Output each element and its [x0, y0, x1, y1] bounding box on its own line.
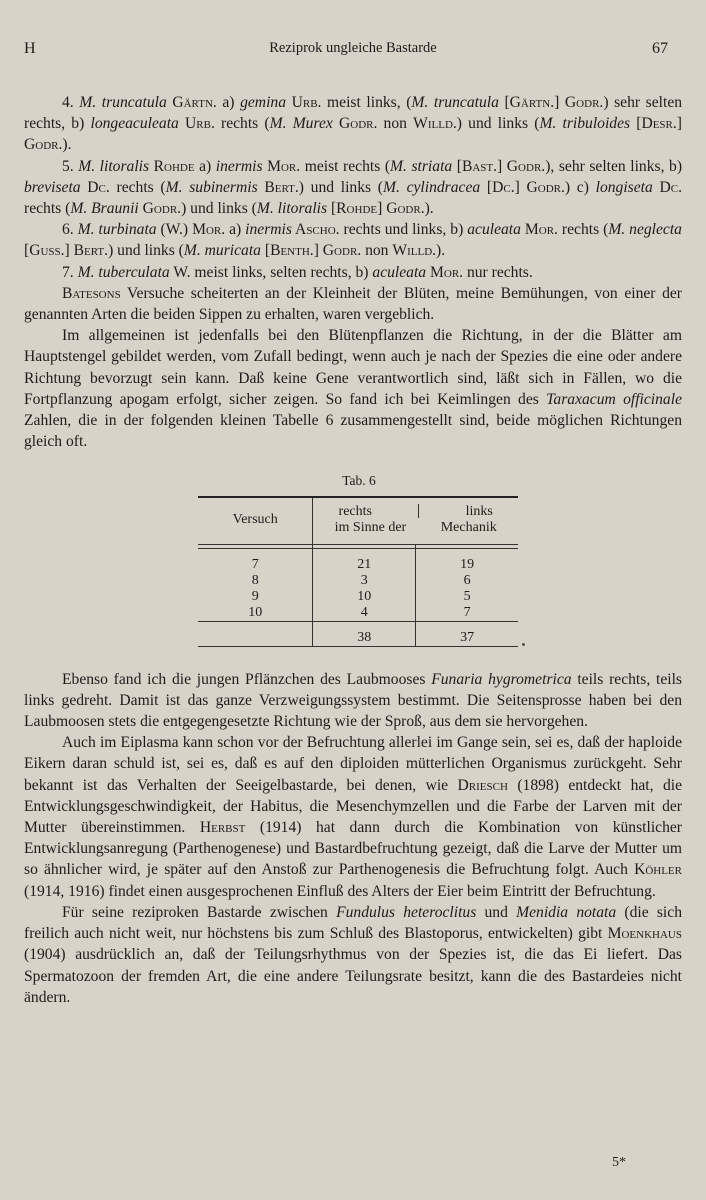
- paragraph: Für seine reziproken Bastarde zwischen Fundulus heteroclitus und Menidia notata (die sich freilich auch nicht weit, nur höchstens bis zum Schluß des Blastoporus, entwickelten) gibt Moenkhaus (1904) ausdrücklich an, daß der Teilungsrhythmus von der Spezies ist, die das Ei liefert. Das Spermatozoon der fremden Art, die eine andere Teilungsrate besitzt, kann die des Bastardeies nicht ändern.: [24, 903, 682, 1006]
- paragraph: Batesons Versuche scheiterten an der Kleinheit der Blüten, meine Bemühungen, von einer der genannten Arten die beiden Sippen zu erhalten, waren vergeblich.: [24, 284, 682, 324]
- table-caption: Tab. 6: [342, 473, 376, 489]
- table-row: 7 21 19: [198, 557, 518, 573]
- page-content: [24, 92, 682, 1008]
- table-header-sinne: im Sinne der: [334, 519, 407, 535]
- print-speck: [522, 643, 525, 646]
- sum-links: 37: [416, 630, 518, 647]
- paragraph: Ebenso fand ich die jungen Pflänzchen des Laubmooses Funaria hygrometrica teils rechts, teils links gedreht. Damit ist das ganze Verzweigungssystem bestimmt. Die Seitensprosse haben bei den Laubmoosen stets die entgegengesetzte Richtung wie der Sproß, aus dem sie hervorgehen.: [24, 670, 682, 731]
- table-header-versuch: Versuch: [198, 497, 313, 545]
- running-title: Reziprok ungleiche Bastarde: [269, 40, 437, 56]
- table-row: 9 10 5: [198, 589, 518, 605]
- data-table: [198, 496, 518, 647]
- list-item: 7. M. tuberculata W. meist links, selten rechts, b) aculeata Mor. nur rechts.: [62, 263, 533, 281]
- table-row: 10 4 7: [198, 605, 518, 622]
- running-header: [24, 38, 682, 60]
- paragraph: Auch im Eiplasma kann schon vor der Befruchtung allerlei im Gange sein, sei es, daß der haploide Eikern daran schuld ist, sei es, daß es auf den diploiden mütterlichen Organismus zurückgeht. Sehr bekannt ist das Verhalten der Seeigelbastarde, bei denen, wie Driesch (1898) entdeckt hat, die Entwicklungsgeschwindigkeit, der Habitus, die Mesenchymzellen und die Farbe der Larven mit der Mutter übereinstimmen. Herbst (1914) hat dann durch die Kombination von künstlicher Entwicklungsanregung (Parthenogenese) und Bastardbefruchtung gezeigt, daß die Larve der Mutter um so ähnlicher wird, je später auf den Anstoß zur Parthenogenesis die Befruchtung folgt. Auch Köhler (1914, 1916) findet einen ausgesprochenen Einfluß des Alters der Eier beim Eintritt der Befruchtung.: [24, 734, 682, 900]
- list-item: 6. M. turbinata (W.) Mor. a) inermis Ascho. rechts und links, b) aculeata Mor. rechts (M. neglecta [Guss.] Bert.) und links (M. muricata [Benth.] Godr. non Willd.).: [24, 221, 682, 260]
- data-table-block: [24, 470, 682, 646]
- list-item: 5. M. litoralis Rohde a) inermis Mor. meist rechts (M. striata [Bast.] Godr.), sehr selten links, b) breviseta Dc. rechts (M. subinermis Bert.) und links (M. cylindracea [Dc.] Godr.) c) longiseta Dc. rechts (M. Braunii Godr.) und links (M. litoralis [Rohde] Godr.).: [24, 157, 683, 218]
- table-header-mechanik: Mechanik: [440, 519, 497, 535]
- paragraph: Im allgemeinen ist jedenfalls bei den Blütenpflanzen die Richtung, in der die Blätter am Hauptstengel gebildet werden, vom Zufall bedingt, wenn auch je nach der Spezies die eine oder andere Richtung bevorzugt sein kann. Daß keine Gene verantwortlich sind, läßt sich in Fällen, wo die Fortpflanzung apogam erfolgt, sicher zeigen. So fand ich bei Keimlingen des Taraxacum officinale Zahlen, die in der folgenden kleinen Tabelle 6 zusammengestellt sind, beide möglichen Richtungen gleich oft.: [24, 327, 682, 451]
- sum-rechts: 38: [313, 630, 416, 647]
- table-header-rechts: rechts: [338, 503, 372, 519]
- header-left-letter: H: [24, 40, 36, 57]
- table-sum-row: [198, 630, 518, 647]
- table-header-links: links: [465, 503, 493, 519]
- page-number: 67: [652, 40, 668, 57]
- table-header-direction: [313, 497, 518, 545]
- table-row: 8 3 6: [198, 573, 518, 589]
- list-item: 4. M. truncatula Gärtn. a) gemina Urb. meist links, (M. truncatula [Gärtn.] Godr.) sehr selten rechts, b) longeaculeata Urb. rechts (M. Murex Godr. non Willd.) und links (M. tribuloides [Desr.] Godr.).: [24, 94, 683, 154]
- signature-mark: 5*: [612, 1155, 626, 1170]
- header-separator: [418, 504, 419, 518]
